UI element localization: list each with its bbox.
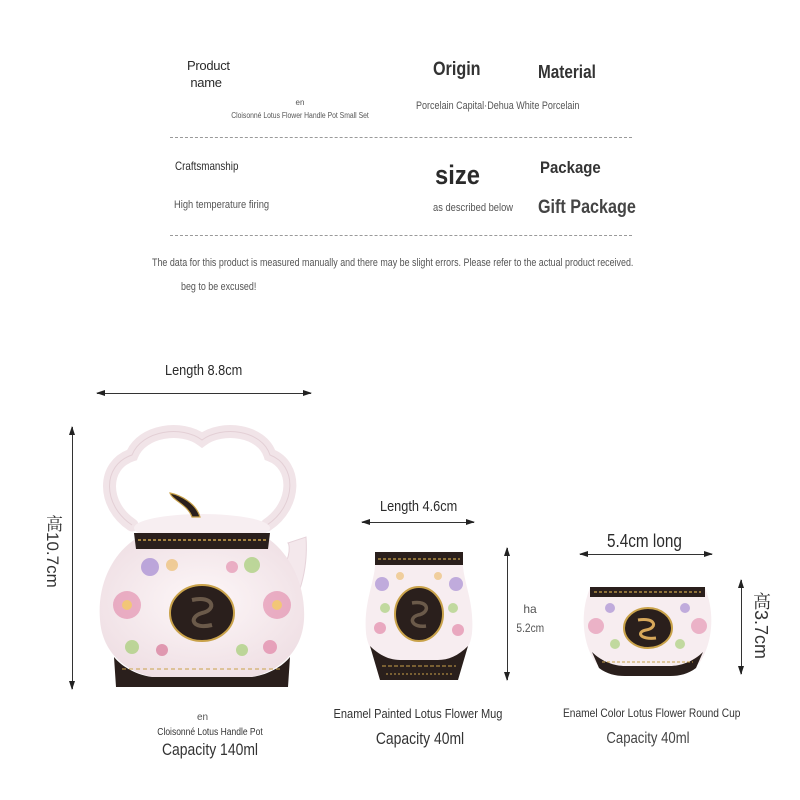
product-name-label-line1: Product <box>187 58 230 73</box>
teapot-length-arrow <box>97 393 311 394</box>
mug-length-label: Length 4.6cm <box>380 498 458 515</box>
origin-value: Porcelain Capital·Dehua White Porcelain <box>416 100 580 112</box>
size-label: size <box>435 160 480 190</box>
material-label: Material <box>538 62 596 82</box>
mug-icon <box>360 548 478 683</box>
product-name-value-line2: Cloisonné Lotus Flower Handle Pot Small Set <box>231 111 369 120</box>
cup-height-arrow <box>741 580 742 674</box>
mug-height-label <box>514 600 546 638</box>
teapot-icon <box>92 425 317 695</box>
divider-top <box>170 137 632 138</box>
mug-height-line2: 5.2cm <box>516 621 545 635</box>
cup-name: Enamel Color Lotus Flower Round Cup <box>563 706 741 720</box>
product-name-label-line2: name <box>190 75 222 90</box>
cup-capacity: Capacity 40ml <box>606 730 690 747</box>
round-cup-icon <box>580 582 715 678</box>
mug-height-arrow <box>507 548 508 680</box>
teapot-length-label: Length 8.8cm <box>165 362 243 379</box>
craftsmanship-value: High temperature firing <box>174 199 270 211</box>
teapot-capacity: Capacity 140ml <box>161 740 259 759</box>
product-name-value <box>210 96 390 122</box>
product-name-label <box>187 57 230 91</box>
origin-label: Origin <box>433 59 481 80</box>
teapot-height-label: 高10.7cm <box>43 515 62 588</box>
mug-name: Enamel Painted Lotus Flower Mug <box>333 706 503 721</box>
cup-height-label: 高3.7cm <box>751 592 771 660</box>
mug-capacity: Capacity 40ml <box>375 729 465 748</box>
disclaimer-line2: beg to be excused! <box>181 281 257 293</box>
disclaimer-line1: The data for this product is measured manually and there may be slight errors. Please refer to the actual product received. <box>152 257 634 269</box>
package-value: Gift Package <box>538 197 636 218</box>
product-name-value-line1: en <box>295 98 305 107</box>
craftsmanship-label: Craftsmanship <box>175 159 239 173</box>
teapot-height-arrow <box>72 427 73 689</box>
divider-bottom <box>170 235 632 236</box>
mug-height-line1: ha <box>523 602 537 616</box>
mug-length-arrow <box>362 522 474 523</box>
cup-length-arrow <box>580 554 712 555</box>
size-value: as described below <box>433 202 514 214</box>
cup-length-label: 5.4cm long <box>607 531 682 551</box>
package-label: Package <box>540 158 601 177</box>
teapot-name-line1: en <box>196 712 209 723</box>
teapot-name: Cloisonné Lotus Handle Pot <box>157 727 263 738</box>
